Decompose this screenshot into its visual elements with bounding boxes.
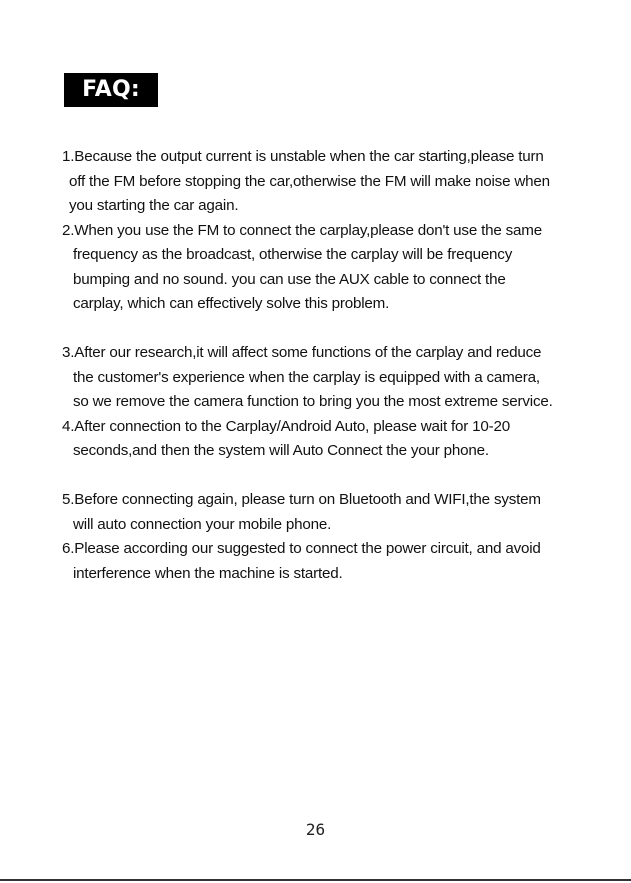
faq-item-3-line-2: the customer's experience when the carplay is equipped with a camera, — [73, 368, 540, 386]
faq-item-4-line-1: 4.After connection to the Carplay/Android Auto, please wait for 10-20 — [62, 417, 511, 435]
faq-item-5-line-2: will auto connection your mobile phone. — [73, 515, 332, 533]
faq-item-6 — [62, 537, 582, 586]
faq-item-3-line-3: so we remove the camera function to bring you the most extreme service. — [73, 393, 553, 410]
faq-item-1-line-2: off the FM before stopping the car,otherwise the FM will make noise when — [69, 172, 550, 190]
faq-item-2-line-1: 2.When you use the FM to connect the carplay,please don't use the same — [62, 221, 542, 239]
faq-item-2-line-3: bumping and no sound. you can use the AUX cable to connect the — [73, 270, 506, 288]
paragraph-gap — [62, 464, 582, 489]
faq-item-1-line-1: 1.Because the output current is unstable when the car starting,please turn — [62, 148, 544, 165]
paragraph-gap — [62, 317, 582, 342]
faq-item-2 — [62, 219, 582, 317]
faq-item-3 — [62, 341, 582, 415]
faq-list — [62, 145, 582, 586]
faq-item-1-line-3: you starting the car again. — [69, 197, 239, 214]
faq-item-6-line-2: interference when the machine is started. — [73, 564, 343, 582]
faq-item-6-line-1: 6.Please according our suggested to connect the power circuit, and avoid — [62, 540, 541, 557]
faq-item-3-line-1: 3.After our research,it will affect some functions of the carplay and reduce — [62, 344, 542, 361]
faq-heading: FAQ: — [64, 73, 158, 107]
faq-item-5 — [62, 488, 582, 537]
faq-item-2-line-4: carplay, which can effectively solve this problem. — [73, 295, 390, 312]
bottom-rule — [0, 879, 631, 881]
faq-item-4-line-2: seconds,and then the system will Auto Connect the your phone. — [73, 442, 489, 459]
faq-item-4 — [62, 415, 582, 464]
faq-item-5-line-1: 5.Before connecting again, please turn on Bluetooth and WIFI,the system — [62, 491, 541, 508]
page-number: 26 — [305, 820, 326, 839]
faq-item-1 — [62, 145, 582, 219]
faq-item-2-line-2: frequency as the broadcast, otherwise the carplay will be frequency — [73, 246, 513, 263]
